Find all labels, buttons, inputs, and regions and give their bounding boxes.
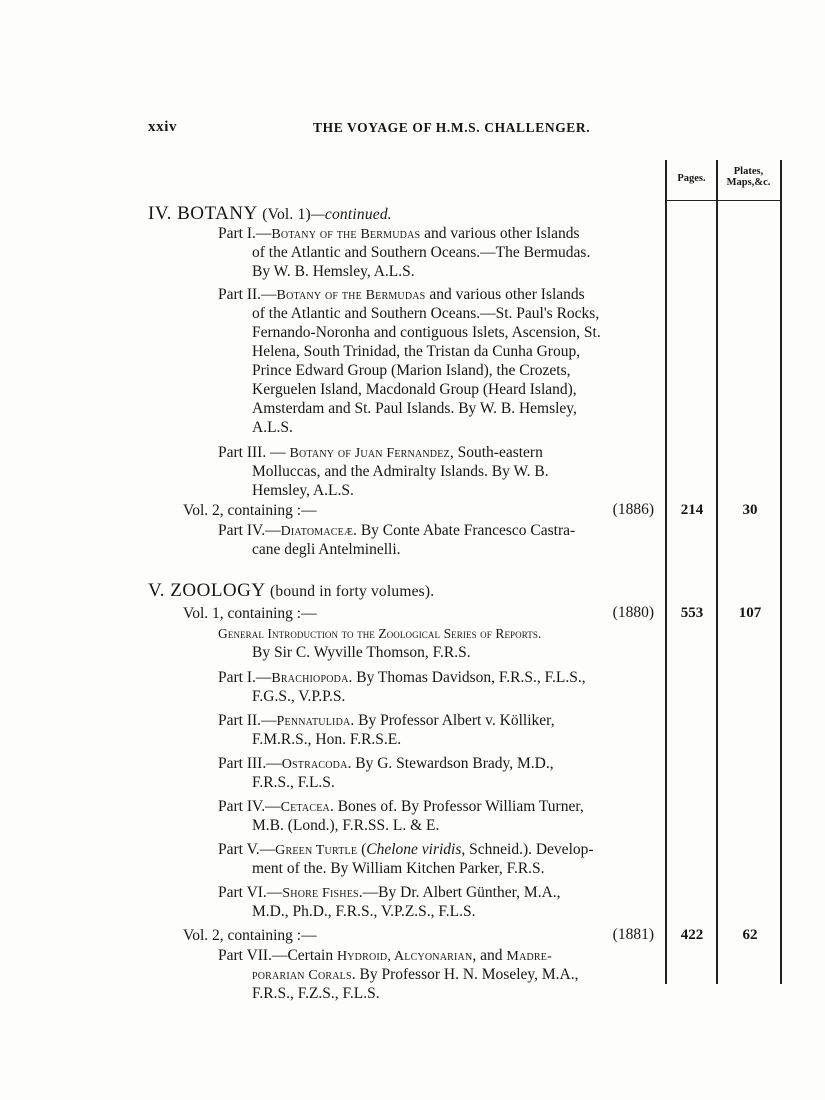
zoology-part1-line1: Part I.—Brachiopoda. By Thomas Davidson, F.R.S., F.L.S.,	[218, 669, 586, 686]
zoology-part2-line2: F.M.R.S., Hon. F.R.S.E.	[252, 731, 402, 748]
section-heading-zoology: V. ZOOLOGY (bound in forty volumes).	[148, 580, 435, 601]
botany-vol2-year: (1886)	[612, 501, 654, 518]
zoology-part1-line2: F.G.S., V.P.P.S.	[252, 688, 346, 705]
zoology-intro-line1: General Introduction to the Zoological Series of Reports.	[218, 626, 542, 641]
zoology-part5-line2: ment of the. By William Kitchen Parker, F.R.S.	[252, 860, 545, 877]
botany-part2-line1: Part II.—Botany of the Bermudas and various other Islands	[218, 286, 585, 303]
zoology-part7-line2: porarian Corals. By Professor H. N. Moseley, M.A.,	[252, 966, 579, 983]
zoology-part2-line1: Part II.—Pennatulida. By Professor Albert v. Kölliker,	[218, 712, 555, 729]
table-middle-rule	[716, 160, 718, 984]
table-right-rule	[780, 160, 782, 984]
zoology-vol2-plates: 62	[742, 927, 758, 943]
page-number: xxiv	[148, 119, 178, 135]
botany-part2-line3: Fernando-Noronha and contiguous Islets, Ascension, St.	[252, 324, 601, 341]
botany-part2-line6: Kerguelen Island, Macdonald Group (Heard Island),	[252, 381, 577, 398]
botany-part2-line5: Prince Edward Group (Marion Island), the Crozets,	[252, 362, 571, 379]
zoology-vol2-pages: 422	[680, 927, 704, 943]
botany-part2-line4: Helena, South Trinidad, the Tristan da Cunha Group,	[252, 343, 581, 360]
section-heading-botany: IV. BOTANY (Vol. 1)—continued.	[148, 203, 392, 224]
zoology-vol2-year: (1881)	[612, 926, 654, 943]
botany-part4-line2: cane degli Antelminelli.	[252, 541, 401, 558]
zoology-vol1-label-text: Vol. 1, containing :—	[183, 605, 317, 622]
zoology-vol1-plates: 107	[738, 605, 762, 621]
column-header-pages: Pages.	[677, 173, 706, 184]
zoology-vol2-label: Vol. 2, containing :—	[183, 927, 317, 944]
botany-part2-line7: Amsterdam and St. Paul Islands. By W. B. Hemsley,	[252, 400, 577, 417]
zoology-part7-line1: Part VII.—Certain Hydroid, Alcyonarian, and Madre-	[218, 947, 552, 964]
botany-part3-line2: Molluccas, and the Admiralty Islands. By W. B.	[252, 463, 549, 480]
running-title: THE VOYAGE OF H.M.S. CHALLENGER.	[313, 120, 591, 135]
zoology-part3-line2: F.R.S., F.L.S.	[252, 774, 335, 791]
botany-part2-line8: A.L.S.	[252, 419, 293, 436]
zoology-part4-line1: Part IV.—Cetacea. Bones of. By Professor William Turner,	[218, 798, 584, 815]
botany-vol2-label: Vol. 2, containing :—	[183, 502, 317, 519]
zoology-vol1-year: (1880)	[612, 604, 654, 621]
zoology-part5-line1: Part V.—Green Turtle (Chelone viridis, Schneid.). Develop-	[218, 841, 594, 858]
column-header-plates: Plates, Maps,&c.	[726, 166, 771, 188]
zoology-part7-line3: F.R.S., F.Z.S., F.L.S.	[252, 985, 380, 1002]
zoology-vol1-pages: 553	[680, 605, 704, 621]
botany-part2-line2: of the Atlantic and Southern Oceans.—St. Paul's Rocks,	[252, 305, 600, 322]
botany-part1-line1: Part I.—Botany of the Bermudas and various other Islands	[218, 225, 580, 242]
zoology-part4-line2: M.B. (Lond.), F.R.SS. L. & E.	[252, 817, 440, 834]
botany-vol2-pages: 214	[680, 502, 704, 518]
botany-part3-line1: Part III. — Botany of Juan Fernandez, South-eastern	[218, 444, 543, 461]
botany-part1-line3: By W. B. Hemsley, A.L.S.	[252, 263, 415, 280]
table-left-rule	[665, 160, 667, 984]
table-header-rule	[665, 200, 782, 201]
zoology-part3-line1: Part III.—Ostracoda. By G. Stewardson Brady, M.D.,	[218, 755, 554, 772]
botany-part4-line1: Part IV.—Diatomaceæ. By Conte Abate Francesco Castra-	[218, 522, 576, 539]
botany-part3-line3: Hemsley, A.L.S.	[252, 482, 354, 499]
botany-vol2-plates: 30	[742, 502, 758, 518]
botany-part1-line2: of the Atlantic and Southern Oceans.—The Bermudas.	[252, 244, 591, 261]
zoology-part6-line1: Part VI.—Shore Fishes.—By Dr. Albert Günther, M.A.,	[218, 884, 561, 901]
zoology-part6-line2: M.D., Ph.D., F.R.S., V.P.Z.S., F.L.S.	[252, 903, 476, 920]
zoology-intro-line2: By Sir C. Wyville Thomson, F.R.S.	[252, 644, 471, 661]
